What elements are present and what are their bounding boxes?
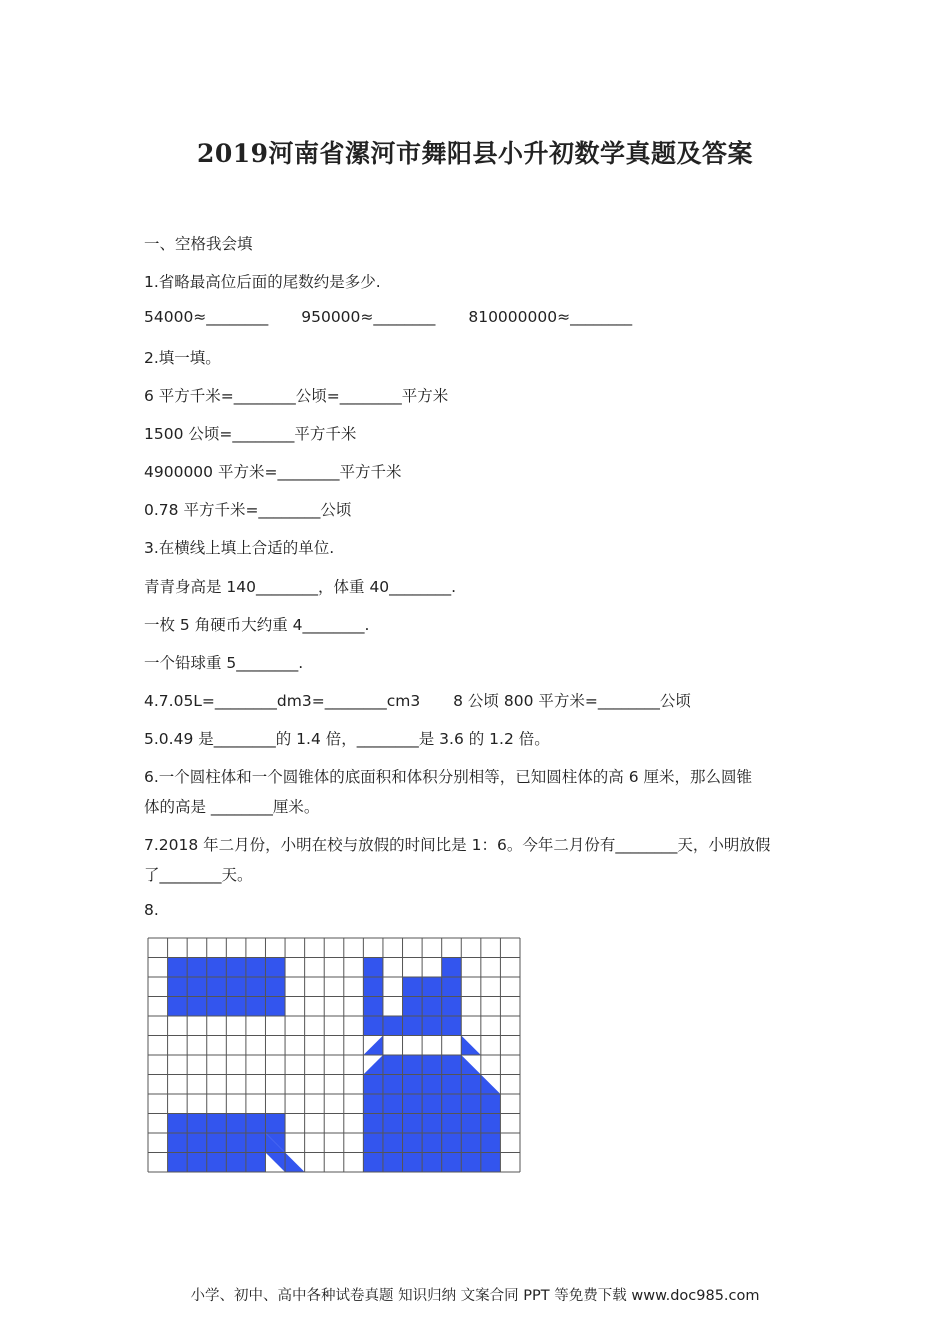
filled-cell (187, 997, 207, 1017)
filled-cell (442, 1094, 462, 1114)
filled-cell (246, 997, 266, 1017)
question-8-label: 8. (144, 901, 159, 919)
filled-cell (363, 997, 383, 1017)
q4-part-a: 4.7.05L=________dm3=________cm3 (144, 692, 421, 710)
filled-cell (168, 958, 188, 978)
filled-cell (481, 1114, 501, 1134)
footer-text: 小学、初中、高中各种试卷真题 知识归纳 文案合同 PPT 等免费下载 www.doc985.com (190, 1288, 760, 1304)
filled-cell (168, 1153, 188, 1173)
question-1-text: 1.省略最高位后面的尾数约是多少. (144, 273, 381, 291)
filled-cell (168, 1133, 188, 1153)
filled-cell (442, 1153, 462, 1173)
filled-cell (246, 958, 266, 978)
filled-cell (363, 1075, 383, 1095)
filled-cell (246, 977, 266, 997)
filled-cell (246, 1153, 266, 1173)
page-title: 2019河南省漯河市舞阳县小升初数学真题及答案 (196, 139, 754, 168)
section-heading: 一、空格我会填 (144, 235, 253, 253)
q6-line-1: 6.一个圆柱体和一个圆锥体的底面积和体积分别相等，已知圆柱体的高 6 厘米，那么圆锥 (144, 768, 753, 786)
filled-cell (442, 958, 462, 978)
half-cell-triangle (285, 1153, 305, 1173)
filled-cell (403, 1153, 423, 1173)
filled-cell (168, 997, 188, 1017)
filled-cell (461, 1075, 481, 1095)
filled-cell (442, 1016, 462, 1036)
half-cell-triangle (481, 1075, 501, 1095)
q2-line-2: 1500 公顷=________平方千米 (144, 425, 357, 443)
filled-cell (265, 958, 285, 978)
q6-line-2: 体的高是 ________厘米。 (144, 798, 320, 816)
question-5: 5.0.49 是________的 1.4 倍，________是 3.6 的 1.2 倍。 (144, 730, 550, 748)
filled-cell (187, 977, 207, 997)
filled-cell (207, 1114, 227, 1134)
filled-cell (403, 1114, 423, 1134)
filled-cell (168, 977, 188, 997)
filled-cell (226, 1153, 246, 1173)
filled-cell (461, 1153, 481, 1173)
filled-cell (265, 997, 285, 1017)
filled-cell (207, 997, 227, 1017)
filled-cell (442, 977, 462, 997)
filled-cell (461, 1133, 481, 1153)
question-3-text: 3.在横线上填上合适的单位. (144, 539, 335, 557)
filled-cell (481, 1153, 501, 1173)
filled-cell (442, 1055, 462, 1075)
filled-cell (246, 1133, 266, 1153)
filled-cell (461, 1094, 481, 1114)
filled-cell (383, 1094, 403, 1114)
filled-cell (187, 1114, 207, 1134)
filled-cell (422, 1075, 442, 1095)
filled-cell (207, 1153, 227, 1173)
filled-cell (403, 1094, 423, 1114)
q3-line-3: 一个铅球重 5________. (144, 654, 304, 672)
question-1-items (144, 308, 632, 326)
filled-cell (383, 1016, 403, 1036)
filled-cell (442, 1133, 462, 1153)
filled-cell (363, 958, 383, 978)
q1-item-3: 810000000≈________ (468, 308, 633, 326)
q3-line-2: 一枚 5 角硬币大约重 4________. (144, 616, 370, 634)
filled-cell (246, 1114, 266, 1134)
filled-cell (187, 1133, 207, 1153)
filled-cell (383, 1133, 403, 1153)
q1-item-2: 950000≈________ (301, 308, 436, 326)
filled-cell (383, 1114, 403, 1134)
q2-line-4: 0.78 平方千米=________公顷 (144, 501, 352, 519)
filled-cell (363, 1133, 383, 1153)
q3-line-1: 青青身高是 140________，体重 40________. (144, 578, 457, 596)
filled-cell (226, 958, 246, 978)
half-cell-triangle (363, 1055, 383, 1075)
half-cell-triangle (363, 1036, 383, 1056)
filled-cell (481, 1094, 501, 1114)
filled-cell (363, 1114, 383, 1134)
filled-cell (422, 1016, 442, 1036)
filled-cell (442, 1114, 462, 1134)
filled-cell (226, 1133, 246, 1153)
filled-cell (403, 977, 423, 997)
filled-cell (403, 997, 423, 1017)
filled-cell (363, 1094, 383, 1114)
filled-cell (187, 1153, 207, 1173)
q7-line-2: 了________天。 (144, 866, 253, 884)
filled-cell (383, 1075, 403, 1095)
filled-cell (422, 1094, 442, 1114)
q7-line-1: 7.2018 年二月份，小明在校与放假的时间比是 1：6。今年二月份有________天，小明放假 (144, 836, 771, 854)
filled-cell (422, 977, 442, 997)
filled-cell (461, 1114, 481, 1134)
filled-cell (363, 1153, 383, 1173)
half-cell-triangle (265, 1153, 285, 1173)
q1-item-1: 54000≈________ (144, 308, 269, 326)
filled-cell (442, 1075, 462, 1095)
filled-cell (168, 1114, 188, 1134)
filled-cell (403, 1075, 423, 1095)
filled-cell (226, 977, 246, 997)
q2-line-3: 4900000 平方米=________平方千米 (144, 463, 402, 481)
question-2-text: 2.填一填。 (144, 349, 221, 367)
q2-line-1: 6 平方千米=________公顷=________平方米 (144, 387, 449, 405)
filled-cell (226, 997, 246, 1017)
filled-cell (422, 997, 442, 1017)
filled-cell (383, 1055, 403, 1075)
filled-cell (207, 1133, 227, 1153)
question-4 (144, 689, 691, 711)
filled-cell (403, 1133, 423, 1153)
square-grid-figure (147, 937, 521, 1177)
grid-svg (147, 937, 521, 1173)
filled-cell (207, 958, 227, 978)
filled-cell (481, 1133, 501, 1153)
half-cell-triangle (461, 1055, 481, 1075)
filled-cell (226, 1114, 246, 1134)
filled-cell (422, 1133, 442, 1153)
q4-part-b: 8 公顷 800 平方米=________公顷 (453, 692, 691, 710)
filled-cell (187, 958, 207, 978)
half-cell-triangle (461, 1036, 481, 1056)
filled-cell (363, 1016, 383, 1036)
filled-cell (403, 1016, 423, 1036)
filled-cell (422, 1153, 442, 1173)
filled-cell (422, 1055, 442, 1075)
filled-cell (265, 1114, 285, 1134)
filled-cell (383, 1153, 403, 1173)
filled-cell (363, 977, 383, 997)
filled-cell (207, 977, 227, 997)
filled-cell (265, 977, 285, 997)
filled-cell (403, 1055, 423, 1075)
filled-cell (422, 1114, 442, 1134)
filled-cell (442, 997, 462, 1017)
